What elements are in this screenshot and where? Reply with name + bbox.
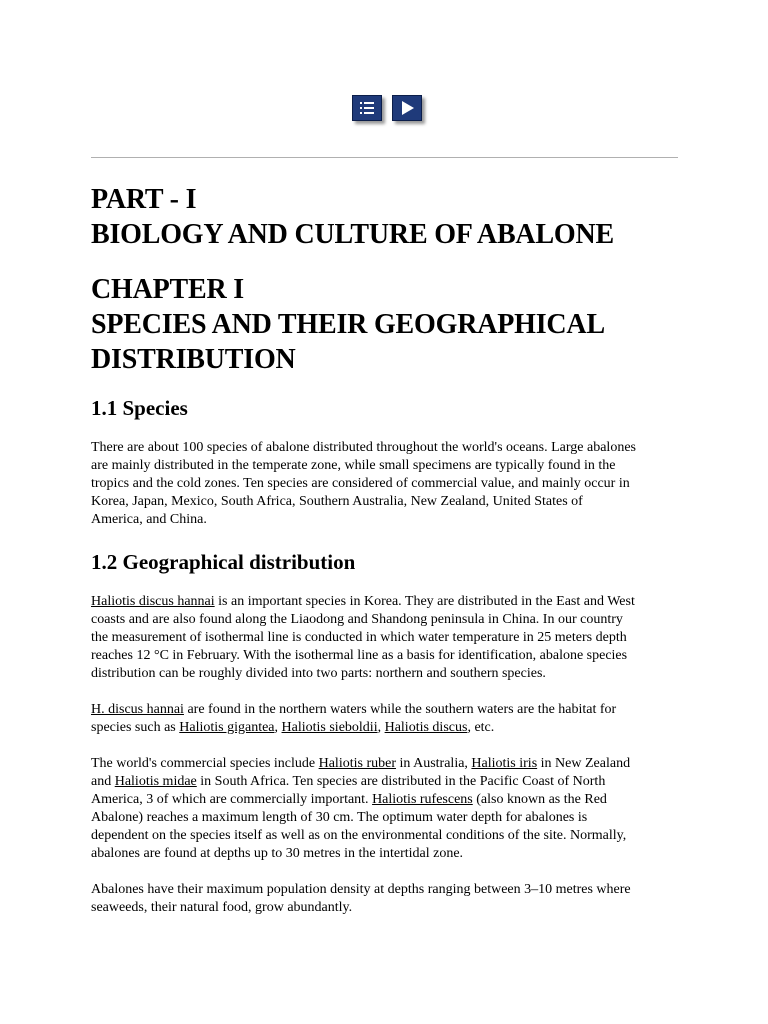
distribution-paragraph-4 [91, 881, 681, 917]
text-line [91, 791, 681, 809]
distribution-paragraph-2 [91, 701, 681, 737]
text-line [91, 755, 681, 773]
chapter-title-line-1: SPECIES AND THEIR GEOGRAPHICAL [91, 309, 605, 340]
chapter-number: CHAPTER I [91, 274, 244, 305]
horizontal-divider [91, 157, 678, 158]
text-line: tropics and the cold zones. Ten species are considered of commercial value, and mainly occur in [91, 476, 630, 491]
section-heading-species: 1.1 Species [91, 396, 188, 420]
species-link[interactable]: Haliotis rufescens [372, 792, 473, 807]
text-line: Abalone) reaches a maximum length of 30 cm. The optimum water depth for abalones is [91, 810, 588, 825]
part-heading [91, 182, 681, 252]
text-line: abalones are found at depths up to 30 metres in the intertidal zone. [91, 846, 464, 861]
part-title: BIOLOGY AND CULTURE OF ABALONE [91, 219, 614, 250]
text-fragment: in New Zealand [537, 756, 631, 771]
species-link[interactable]: Haliotis gigantea [179, 720, 275, 735]
distribution-paragraph-1 [91, 593, 681, 683]
species-link[interactable]: Haliotis sieboldii [281, 720, 378, 735]
text-fragment: species such as [91, 720, 180, 735]
text-line: reaches 12 °C in February. With the isothermal line as a basis for identification, abalone species [91, 648, 628, 663]
next-page-button[interactable] [392, 95, 422, 121]
species-link[interactable]: Haliotis iris [471, 756, 538, 771]
navigation-bar [0, 95, 768, 121]
section-heading-distribution: 1.2 Geographical distribution [91, 550, 356, 574]
text-line [91, 719, 681, 737]
species-link[interactable]: Haliotis discus hannai [91, 594, 215, 609]
text-fragment: is an important species in Korea. They are distributed in the East and West [214, 594, 635, 609]
text-line [91, 701, 681, 719]
text-fragment: The world's commercial species include [91, 756, 319, 771]
text-line: America, and China. [91, 512, 207, 527]
text-line: the measurement of isothermal line is conducted in which water temperature in 25 meters depth [91, 630, 627, 645]
text-fragment: , [274, 720, 282, 735]
text-fragment: in Australia, [395, 756, 472, 771]
species-link[interactable]: Haliotis discus [384, 720, 468, 735]
text-fragment: , [377, 720, 385, 735]
text-line: distribution can be roughly divided into two parts: northern and southern species. [91, 666, 546, 681]
text-line: are mainly distributed in the temperate zone, while small specimens are typically found in the [91, 458, 616, 473]
text-line: coasts and are also found along the Liaodong and Shandong peninsula in China. In our country [91, 612, 623, 627]
document-body [91, 182, 681, 917]
text-line [91, 773, 681, 791]
text-fragment: America, 3 of which are commercially important. [91, 792, 373, 807]
contents-button[interactable] [352, 95, 382, 121]
text-line: Korea, Japan, Mexico, South Africa, Southern Australia, New Zealand, United States of [91, 494, 583, 509]
text-fragment: (also known as the Red [472, 792, 607, 807]
text-fragment: in South Africa. Ten species are distributed in the Pacific Coast of North [196, 774, 606, 789]
species-link[interactable]: Haliotis midae [114, 774, 197, 789]
text-line: There are about 100 species of abalone distributed throughout the world's oceans. Large abalones [91, 440, 636, 455]
text-fragment: and [91, 774, 115, 789]
list-icon [357, 100, 377, 116]
text-line: Abalones have their maximum population density at depths ranging between 3–10 metres where [91, 882, 631, 897]
text-fragment: , etc. [467, 720, 495, 735]
part-number: PART - I [91, 184, 197, 215]
species-link[interactable]: H. discus hannai [91, 702, 184, 717]
text-line: dependent on the species itself as well as on the environmental conditions of the site. Normally, [91, 828, 627, 843]
chapter-heading [91, 272, 681, 377]
species-link[interactable]: Haliotis ruber [318, 756, 396, 771]
species-paragraph [91, 439, 681, 529]
play-triangle-icon [397, 100, 417, 116]
text-line [91, 593, 681, 611]
distribution-paragraph-3 [91, 755, 681, 863]
chapter-title-line-2: DISTRIBUTION [91, 344, 296, 375]
text-fragment: are found in the northern waters while the southern waters are the habitat for [183, 702, 617, 717]
text-line: seaweeds, their natural food, grow abundantly. [91, 900, 353, 915]
